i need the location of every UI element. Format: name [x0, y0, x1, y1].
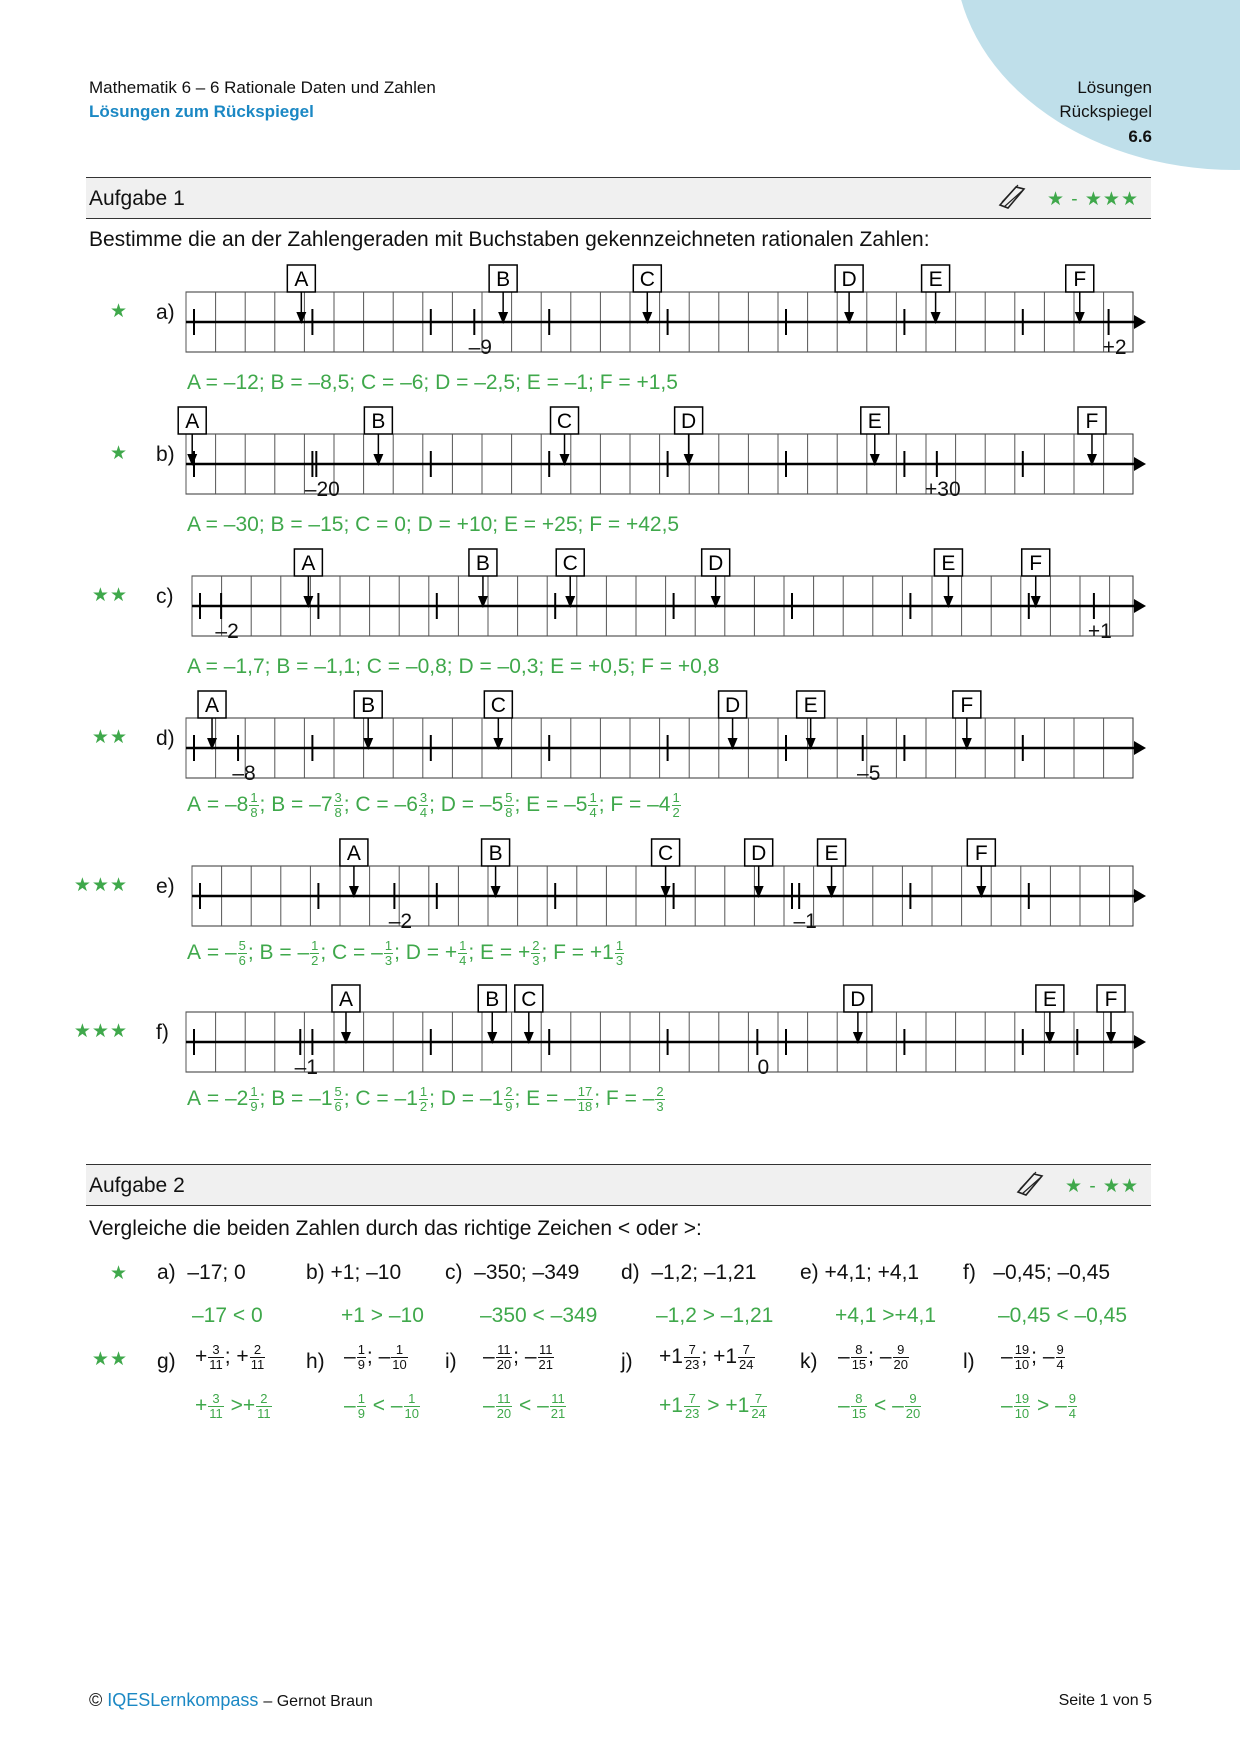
compare-question: +1 $\frac{7}{23}$ ; +1 $\frac{7}{24}$	[659, 1342, 754, 1372]
number-line	[0, 691, 1160, 801]
book-icon	[1014, 1170, 1046, 1198]
line-answer: A = –8 $\frac{1}{8}$ ; B = –7 $\frac{3}{8}$ ; C = –6 $\frac{3}{4}$ ; D = –5 $\frac{5}{8}$ ; E = –5 $\frac{1}{4}$ ; F = –4 $\frac{1}{2}$	[187, 790, 680, 820]
compare-question: – $\frac{8}{15}$ ; – $\frac{9}{20}$	[838, 1342, 908, 1372]
axis-arrow	[1134, 1035, 1146, 1049]
point-label: E	[867, 410, 882, 433]
compare-question: a) –17; 0	[157, 1261, 246, 1284]
number-line	[0, 839, 1160, 949]
fraction: $\frac{9}{20}$	[905, 1391, 921, 1421]
point-label: F	[1029, 552, 1043, 575]
line-answer: A = –12; B = –8,5; C = –6; D = –2,5; E = –1; F = +1,5	[187, 371, 678, 394]
point-label: E	[941, 552, 956, 575]
compare-question: + $\frac{3}{11}$ ; + $\frac{2}{11}$	[195, 1342, 265, 1372]
fraction: $\frac{2}{9}$	[505, 1084, 513, 1114]
point-label: C	[562, 552, 578, 575]
page-subtitle: Lösungen zum Rückspiegel	[89, 102, 314, 121]
point-label: D	[751, 842, 767, 865]
compare-label: l)	[963, 1350, 975, 1373]
fraction: $\frac{7}{23}$	[684, 1391, 700, 1421]
compare-answer: +4,1 >+4,1	[835, 1304, 937, 1327]
compare-label: k)	[800, 1350, 818, 1373]
fraction: $\frac{1}{3}$	[384, 938, 393, 968]
number-line	[0, 265, 1160, 375]
point-label: C	[556, 410, 573, 433]
footer-brand-name: IQESLernkompass	[107, 1690, 259, 1710]
fraction: $\frac{11}{21}$	[538, 1342, 553, 1372]
fraction: $\frac{1}{4}$	[589, 790, 597, 820]
tick-label: –2	[215, 620, 239, 643]
fraction: $\frac{9}{4}$	[1068, 1391, 1077, 1421]
book-icon	[996, 183, 1028, 211]
task2-title: Aufgabe 2	[89, 1174, 185, 1197]
point-label: E	[824, 842, 839, 865]
point-label: A	[338, 988, 353, 1011]
line-label: f)	[156, 1021, 169, 1044]
point-label: A	[185, 410, 200, 433]
line-stars: ★★	[91, 585, 128, 606]
fraction: $\frac{1}{10}$	[392, 1342, 407, 1372]
fraction: $\frac{7}{24}$	[751, 1391, 766, 1421]
axis-arrow	[1134, 741, 1146, 755]
point-label: B	[485, 988, 500, 1011]
point-label: B	[488, 842, 503, 865]
tick-label: –5	[857, 762, 881, 785]
compare-answer: + $\frac{3}{11}$ >+ $\frac{2}{11}$	[195, 1391, 271, 1421]
point-label: A	[205, 694, 220, 717]
fraction: $\frac{1}{3}$	[615, 938, 624, 968]
tick-label: +30	[925, 478, 961, 501]
tick-label: 0	[757, 1056, 770, 1079]
line-answer: A = – $\frac{5}{6}$ ; B = – $\frac{1}{2}$ ; C = – $\frac{1}{3}$ ; D = + $\frac{1}{4}$ ; E = + $\frac{2}{3}$ ; F = +1 $\frac{1}{3}$	[187, 938, 624, 968]
axis-arrow	[1134, 457, 1146, 471]
number-line	[0, 985, 1160, 1095]
task1-difficulty-stars: ★ - ★★★	[1046, 189, 1139, 210]
point-label: B	[371, 410, 386, 433]
tick-label: –20	[304, 478, 340, 501]
fraction: $\frac{11}{21}$	[550, 1391, 566, 1421]
compare-answer: – $\frac{1}{9}$ < – $\frac{1}{10}$	[344, 1391, 420, 1421]
point-label: F	[1104, 988, 1118, 1011]
fraction: $\frac{11}{20}$	[496, 1342, 512, 1372]
fraction: $\frac{2}{11}$	[257, 1391, 271, 1421]
axis-arrow	[1134, 889, 1146, 903]
compare-answer: –0,45 < –0,45	[998, 1304, 1128, 1327]
compare-label: g)	[157, 1350, 176, 1373]
tick-label: –2	[388, 910, 413, 933]
point-label: F	[1085, 410, 1099, 433]
compare-answer: +1 > –10	[341, 1304, 424, 1327]
point-label: A	[301, 552, 316, 575]
point-label: E	[928, 268, 943, 291]
point-label: E	[1042, 988, 1057, 1011]
fraction: $\frac{1}{8}$	[250, 790, 258, 820]
compare-answer: – $\frac{11}{20}$ < – $\frac{11}{21}$	[483, 1391, 566, 1421]
tick-label: –1	[294, 1056, 318, 1079]
line-stars: ★	[109, 301, 128, 322]
fraction: $\frac{3}{11}$	[209, 1342, 223, 1372]
point-label: F	[974, 842, 988, 865]
point-label: C	[490, 694, 506, 717]
fraction: $\frac{11}{20}$	[496, 1391, 512, 1421]
fraction: $\frac{1}{9}$	[250, 1084, 258, 1114]
line-label: c)	[156, 585, 174, 608]
fraction: $\frac{2}{3}$	[656, 1084, 664, 1114]
point-label: C	[639, 268, 655, 291]
compare-label: h)	[306, 1350, 325, 1373]
point-label: D	[708, 552, 724, 575]
row1-stars: ★	[109, 1263, 128, 1284]
point-label: C	[521, 988, 537, 1011]
point-label: D	[850, 988, 866, 1011]
fraction: $\frac{9}{20}$	[893, 1342, 908, 1372]
fraction: $\frac{7}{23}$	[684, 1342, 700, 1372]
compare-question: e) +4,1; +4,1	[800, 1261, 920, 1284]
compare-label: i)	[445, 1350, 457, 1373]
copyright-icon: ©	[89, 1690, 103, 1710]
header-right-3: 6.6	[1128, 127, 1152, 146]
point-label: F	[960, 694, 974, 717]
tick-label: –8	[232, 762, 256, 785]
compare-question: d) –1,2; –1,21	[621, 1261, 757, 1284]
number-line	[0, 549, 1160, 659]
point-label: D	[724, 694, 741, 717]
tick-label: +2	[1102, 336, 1127, 359]
line-label: d)	[156, 727, 175, 750]
point-label: B	[361, 694, 376, 717]
subject-title: Mathematik 6 – 6 Rationale Daten und Zahlen	[89, 78, 436, 97]
line-answer: A = –2 $\frac{1}{9}$ ; B = –1 $\frac{5}{6}$ ; C = –1 $\frac{1}{2}$ ; D = –1 $\frac{2}{9}$ ; E = – $\frac{17}{18}$ ; F = – $\frac{2}{3}$	[187, 1084, 664, 1114]
footer-page-number: Seite 1 von 5	[1058, 1692, 1152, 1709]
fraction: $\frac{19}{10}$	[1014, 1342, 1030, 1372]
task2-bar	[86, 1164, 1151, 1206]
tick-label: –1	[793, 910, 817, 933]
compare-question: b) +1; –10	[306, 1261, 402, 1284]
fraction: $\frac{1}{9}$	[357, 1391, 365, 1421]
line-answer: A = –30; B = –15; C = 0; D = +10; E = +25; F = +42,5	[187, 513, 680, 536]
compare-answer: – $\frac{19}{10}$ > – $\frac{9}{4}$	[1001, 1391, 1077, 1421]
point-label: C	[658, 842, 674, 865]
task1-instruction: Bestimme die an der Zahlengeraden mit Buchstaben gekennzeichneten rationalen Zahlen:	[89, 228, 930, 251]
fraction: $\frac{1}{2}$	[311, 938, 319, 968]
number-line	[0, 407, 1160, 517]
fraction: $\frac{5}{8}$	[505, 790, 513, 820]
compare-question: c) –350; –349	[445, 1261, 580, 1284]
line-label: b)	[156, 443, 175, 466]
point-label: D	[841, 268, 857, 291]
line-answer: A = –1,7; B = –1,1; C = –0,8; D = –0,3; E = +0,5; F = +0,8	[187, 655, 720, 678]
point-label: F	[1073, 268, 1087, 291]
task2-instruction: Vergleiche die beiden Zahlen durch das richtige Zeichen < oder >:	[89, 1217, 702, 1240]
compare-question: f) –0,45; –0,45	[963, 1261, 1111, 1284]
row2-stars: ★★	[91, 1349, 128, 1370]
fraction: $\frac{8}{15}$	[851, 1342, 867, 1372]
fraction: $\frac{3}{4}$	[419, 790, 428, 820]
fraction: $\frac{2}{3}$	[532, 938, 540, 968]
tick-label: –9	[468, 336, 492, 359]
task2-difficulty-stars: ★ - ★★	[1065, 1176, 1139, 1197]
compare-answer: –1,2 > –1,21	[656, 1304, 774, 1327]
point-label: B	[496, 268, 511, 291]
compare-question: – $\frac{19}{10}$ ; – $\frac{9}{4}$	[1001, 1342, 1064, 1372]
compare-label: j)	[621, 1350, 633, 1373]
compare-answer: – $\frac{8}{15}$ < – $\frac{9}{20}$	[838, 1391, 921, 1421]
fraction: $\frac{9}{4}$	[1056, 1342, 1064, 1372]
point-label: A	[294, 268, 309, 291]
point-label: A	[346, 842, 361, 865]
point-label: D	[681, 410, 697, 433]
fraction: $\frac{1}{2}$	[672, 790, 680, 820]
line-label: a)	[156, 301, 175, 324]
fraction: $\frac{3}{11}$	[209, 1391, 223, 1421]
fraction: $\frac{1}{2}$	[419, 1084, 428, 1114]
fraction: $\frac{1}{9}$	[357, 1342, 365, 1372]
point-label: E	[803, 694, 818, 717]
fraction: $\frac{1}{10}$	[404, 1391, 420, 1421]
line-label: e)	[156, 875, 175, 898]
fraction: $\frac{5}{6}$	[334, 1084, 342, 1114]
task1-title: Aufgabe 1	[89, 187, 185, 210]
compare-question: – $\frac{11}{20}$ ; – $\frac{11}{21}$	[483, 1342, 553, 1372]
footer-author: – Gernot Braun	[263, 1693, 373, 1710]
point-label: B	[475, 552, 490, 575]
line-stars: ★★★	[73, 1021, 128, 1042]
fraction: $\frac{19}{10}$	[1014, 1391, 1030, 1421]
compare-answer: +1 $\frac{7}{23}$ > +1 $\frac{7}{24}$	[659, 1391, 766, 1421]
fraction: $\frac{3}{8}$	[334, 790, 342, 820]
compare-answer: –17 < 0	[192, 1304, 263, 1327]
tick-label: +1	[1087, 620, 1112, 643]
axis-arrow	[1134, 315, 1146, 329]
line-stars: ★★★	[73, 875, 128, 896]
axis-arrow	[1134, 599, 1146, 613]
fraction: $\frac{8}{15}$	[851, 1391, 867, 1421]
compare-question: – $\frac{1}{9}$ ; – $\frac{1}{10}$	[344, 1342, 407, 1372]
header-right-2: Rückspiegel	[1059, 102, 1152, 121]
header-right-1: Lösungen	[1077, 78, 1152, 97]
compare-answer: –350 < –349	[480, 1304, 598, 1327]
fraction: $\frac{5}{6}$	[238, 938, 246, 968]
footer-brand	[89, 1690, 373, 1711]
task1-bar	[86, 177, 1151, 219]
line-stars: ★	[109, 443, 128, 464]
fraction: $\frac{1}{4}$	[459, 938, 467, 968]
fraction: $\frac{2}{11}$	[250, 1342, 265, 1372]
fraction: $\frac{7}{24}$	[739, 1342, 754, 1372]
line-stars: ★★	[91, 727, 128, 748]
fraction: $\frac{17}{18}$	[577, 1084, 593, 1114]
